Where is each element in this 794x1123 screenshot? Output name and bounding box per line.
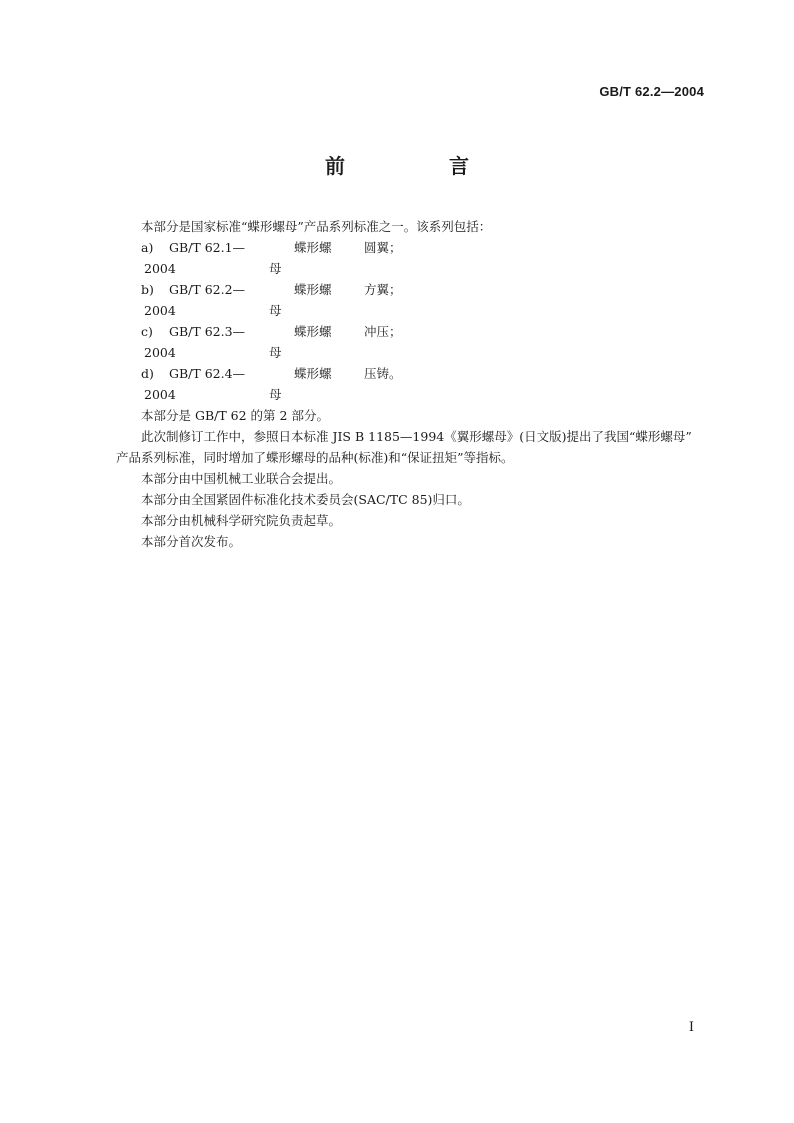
list-item-mark: b) (141, 282, 154, 297)
list-item-code: GB/T 62.3—2004 (144, 324, 246, 360)
revision-paragraph-line2: 产品系列标准，同时增加了蝶形螺母的品种(标准)和“保证扭矩”等指标。 (116, 450, 514, 465)
centralized-by-paragraph: 本部分由全国紧固件标准化技术委员会(SAC/TC 85)归口。 (141, 492, 470, 507)
foreword-body (116, 216, 706, 552)
list-item-code: GB/T 62.1—2004 (144, 240, 246, 276)
proposed-by-paragraph: 本部分由中国机械工业联合会提出。 (141, 471, 342, 486)
page-title: 前 言 (325, 154, 511, 178)
list-item (116, 237, 706, 279)
page-number: I (688, 1020, 694, 1035)
first-release-paragraph: 本部分首次发布。 (141, 534, 242, 549)
standard-number: GB/T 62.2—2004 (599, 84, 704, 99)
list-item-name: 蝶形螺母 (269, 282, 332, 318)
list-item (116, 279, 706, 321)
series-list (116, 237, 706, 405)
list-item-type: 冲压； (364, 324, 402, 339)
intro-paragraph: 本部分是国家标准“蝶形螺母”产品系列标准之一。该系列包括： (141, 219, 492, 234)
list-item-mark: a) (141, 240, 154, 255)
list-item-type: 压铸。 (364, 366, 402, 381)
list-item-code: GB/T 62.2—2004 (144, 282, 246, 318)
list-item (116, 363, 706, 405)
part-of-paragraph: 本部分是 GB/T 62 的第 2 部分。 (141, 408, 329, 423)
list-item-type: 方翼； (364, 282, 402, 297)
list-item-name: 蝶形螺母 (269, 324, 332, 360)
list-item-mark: c) (141, 324, 153, 339)
list-item-name: 蝶形螺母 (269, 240, 332, 276)
list-item (116, 321, 706, 363)
list-item-type: 圆翼； (364, 240, 402, 255)
list-item-name: 蝶形螺母 (269, 366, 332, 402)
drafted-by-paragraph: 本部分由机械科学研究院负责起草。 (141, 513, 342, 528)
list-item-code: GB/T 62.4—2004 (144, 366, 246, 402)
list-item-mark: d) (141, 366, 154, 381)
revision-paragraph-line1: 此次制修订工作中，参照日本标准 JIS B 1185—1994《翼形螺母》(日文版)提出了我国“蝶形螺母” (141, 429, 692, 444)
